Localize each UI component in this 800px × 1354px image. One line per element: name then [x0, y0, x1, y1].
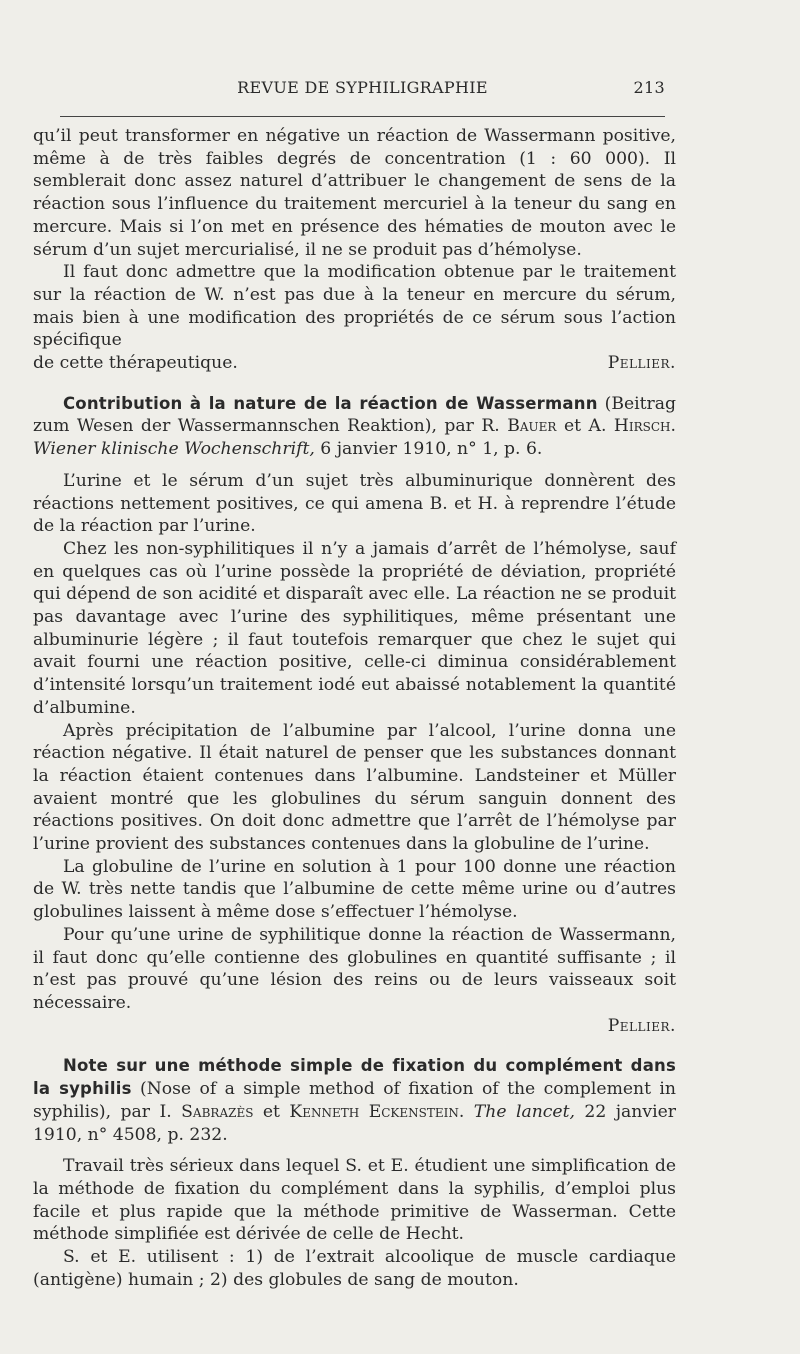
page-body: [33, 125, 676, 1291]
journal-name: Wiener klinische Wochenschrift,: [33, 439, 315, 460]
article-subtitle: (Nose of a simple method of fixation of the complement in syphilis), par: [33, 1079, 676, 1122]
header-rule: [60, 116, 665, 117]
paragraph: S. et E. utilisent : 1) de l’extrait alcoolique de muscle cardiaque (antigène) humain ; 2) des globules de sang de mouton.: [33, 1247, 676, 1290]
closing-line: [33, 352, 676, 375]
signature: Pellier.: [607, 353, 676, 374]
paragraph: Travail très sérieux dans lequel S. et E. étudient une simplification de la méthode de fixation du complément dans la syphilis, d’emploi plus facile et plus rapide que la méthode primitive de Wasserman. Cette méthode simplifiée est dérivée de celle de Hecht.: [33, 1156, 676, 1245]
author-join: et: [253, 1101, 290, 1122]
paragraph: Pour qu’une urine de syphilitique donne la réaction de Wassermann, il faut donc qu’elle contienne des globulines en quantité suffisante ; il n’est pas prouvé qu’une lésion des reins ou de leurs vaisseaux soit nécessaire.: [33, 924, 676, 1013]
paragraph: Après précipitation de l’albumine par l’alcool, l’urine donna une réaction négative. Il était naturel de penser que les substances donnant la réaction étaient contenues dans l’albumine. Landsteiner et Müller avaient montré que les globulines du sérum sanguin donnent des réactions positives. On doit donc admettre que l’arrêt de l’hémolyse par l’urine provient des substances contenues dans la globuline de l’urine.: [33, 720, 676, 855]
author: Kenneth Eckenstein.: [289, 1101, 465, 1122]
signature: Pellier.: [607, 1015, 676, 1036]
page-number: 213: [633, 78, 665, 97]
page-header: [60, 78, 665, 102]
article-title: Contribution à la nature de la réaction de Wassermann: [63, 393, 598, 413]
article-heading: [33, 393, 676, 461]
paragraph: Il faut donc admettre que la modification obtenue par le traitement sur la réaction de W. n’est pas due à la teneur en mercure du sérum, mais bien à une modification des propriétés de ce sérum sous l’action spécifique: [33, 262, 676, 351]
article-subtitle: (Beitrag zum Wesen der Wassermannschen Reaktion), par: [33, 393, 677, 437]
citation: 22 janvier 1910, n° 4508, p. 232.: [33, 1101, 676, 1145]
running-title: REVUE DE SYPHILIGRAPHIE: [237, 78, 488, 97]
paragraph-end: de cette thérapeutique.: [33, 353, 238, 374]
article-title: Note sur une méthode simple de fixation du complément dans la syphilis: [33, 1056, 676, 1099]
author: I. Sabrazès: [159, 1101, 254, 1122]
paragraph: La globuline de l’urine en solution à 1 pour 100 donne une réaction de W. très nette tandis que l’albumine de cette même urine ou d’autres globulines laissent à même dose s’effectuer l’hémolyse.: [33, 856, 676, 923]
author-join: et: [556, 416, 589, 437]
author: A. Hirsch.: [588, 416, 676, 437]
article-heading: [33, 1055, 676, 1146]
paragraph: L’urine et le sérum d’un sujet très albuminurique donnèrent des réactions nettement positives, ce qui amena B. et H. à reprendre l’étude de la réaction par l’urine.: [33, 470, 676, 537]
paragraph: Chez les non-syphilitiques il n’y a jamais d’arrêt de l’hémolyse, sauf en quelques cas où l’urine possède la propriété de déviation, propriété qui dépend de son acidité et disparaît avec elle. La réaction ne se produit pas davantage avec l’urine des syphilitiques, même présentant une albuminurie légère ; il faut toutefois remarquer que chez le sujet qui avait fourni une réaction positive, celle-ci diminua considérablement d’intensité lorsqu’un traitement iodé eut abaissé notablement la quantité d’albumine.: [33, 538, 676, 718]
paragraph: qu’il peut transformer en négative un réaction de Wassermann positive, même à de très faibles degrés de concentration (1 : 60 000). Il semblerait donc assez naturel d’attribuer le changement de sens de la réaction sous l’influence du traitement mercuriel à la teneur du sang en mercure. Mais si l’on met en présence des hématies de mouton avec le sérum d’un sujet mercurialisé, il ne se produit pas d’hémolyse.: [33, 126, 676, 260]
journal-name: The lancet,: [473, 1101, 575, 1122]
closing-line: [33, 1015, 676, 1038]
citation: 6 janvier 1910, n° 1, p. 6.: [314, 439, 543, 460]
author: R. Bauer: [481, 416, 557, 437]
